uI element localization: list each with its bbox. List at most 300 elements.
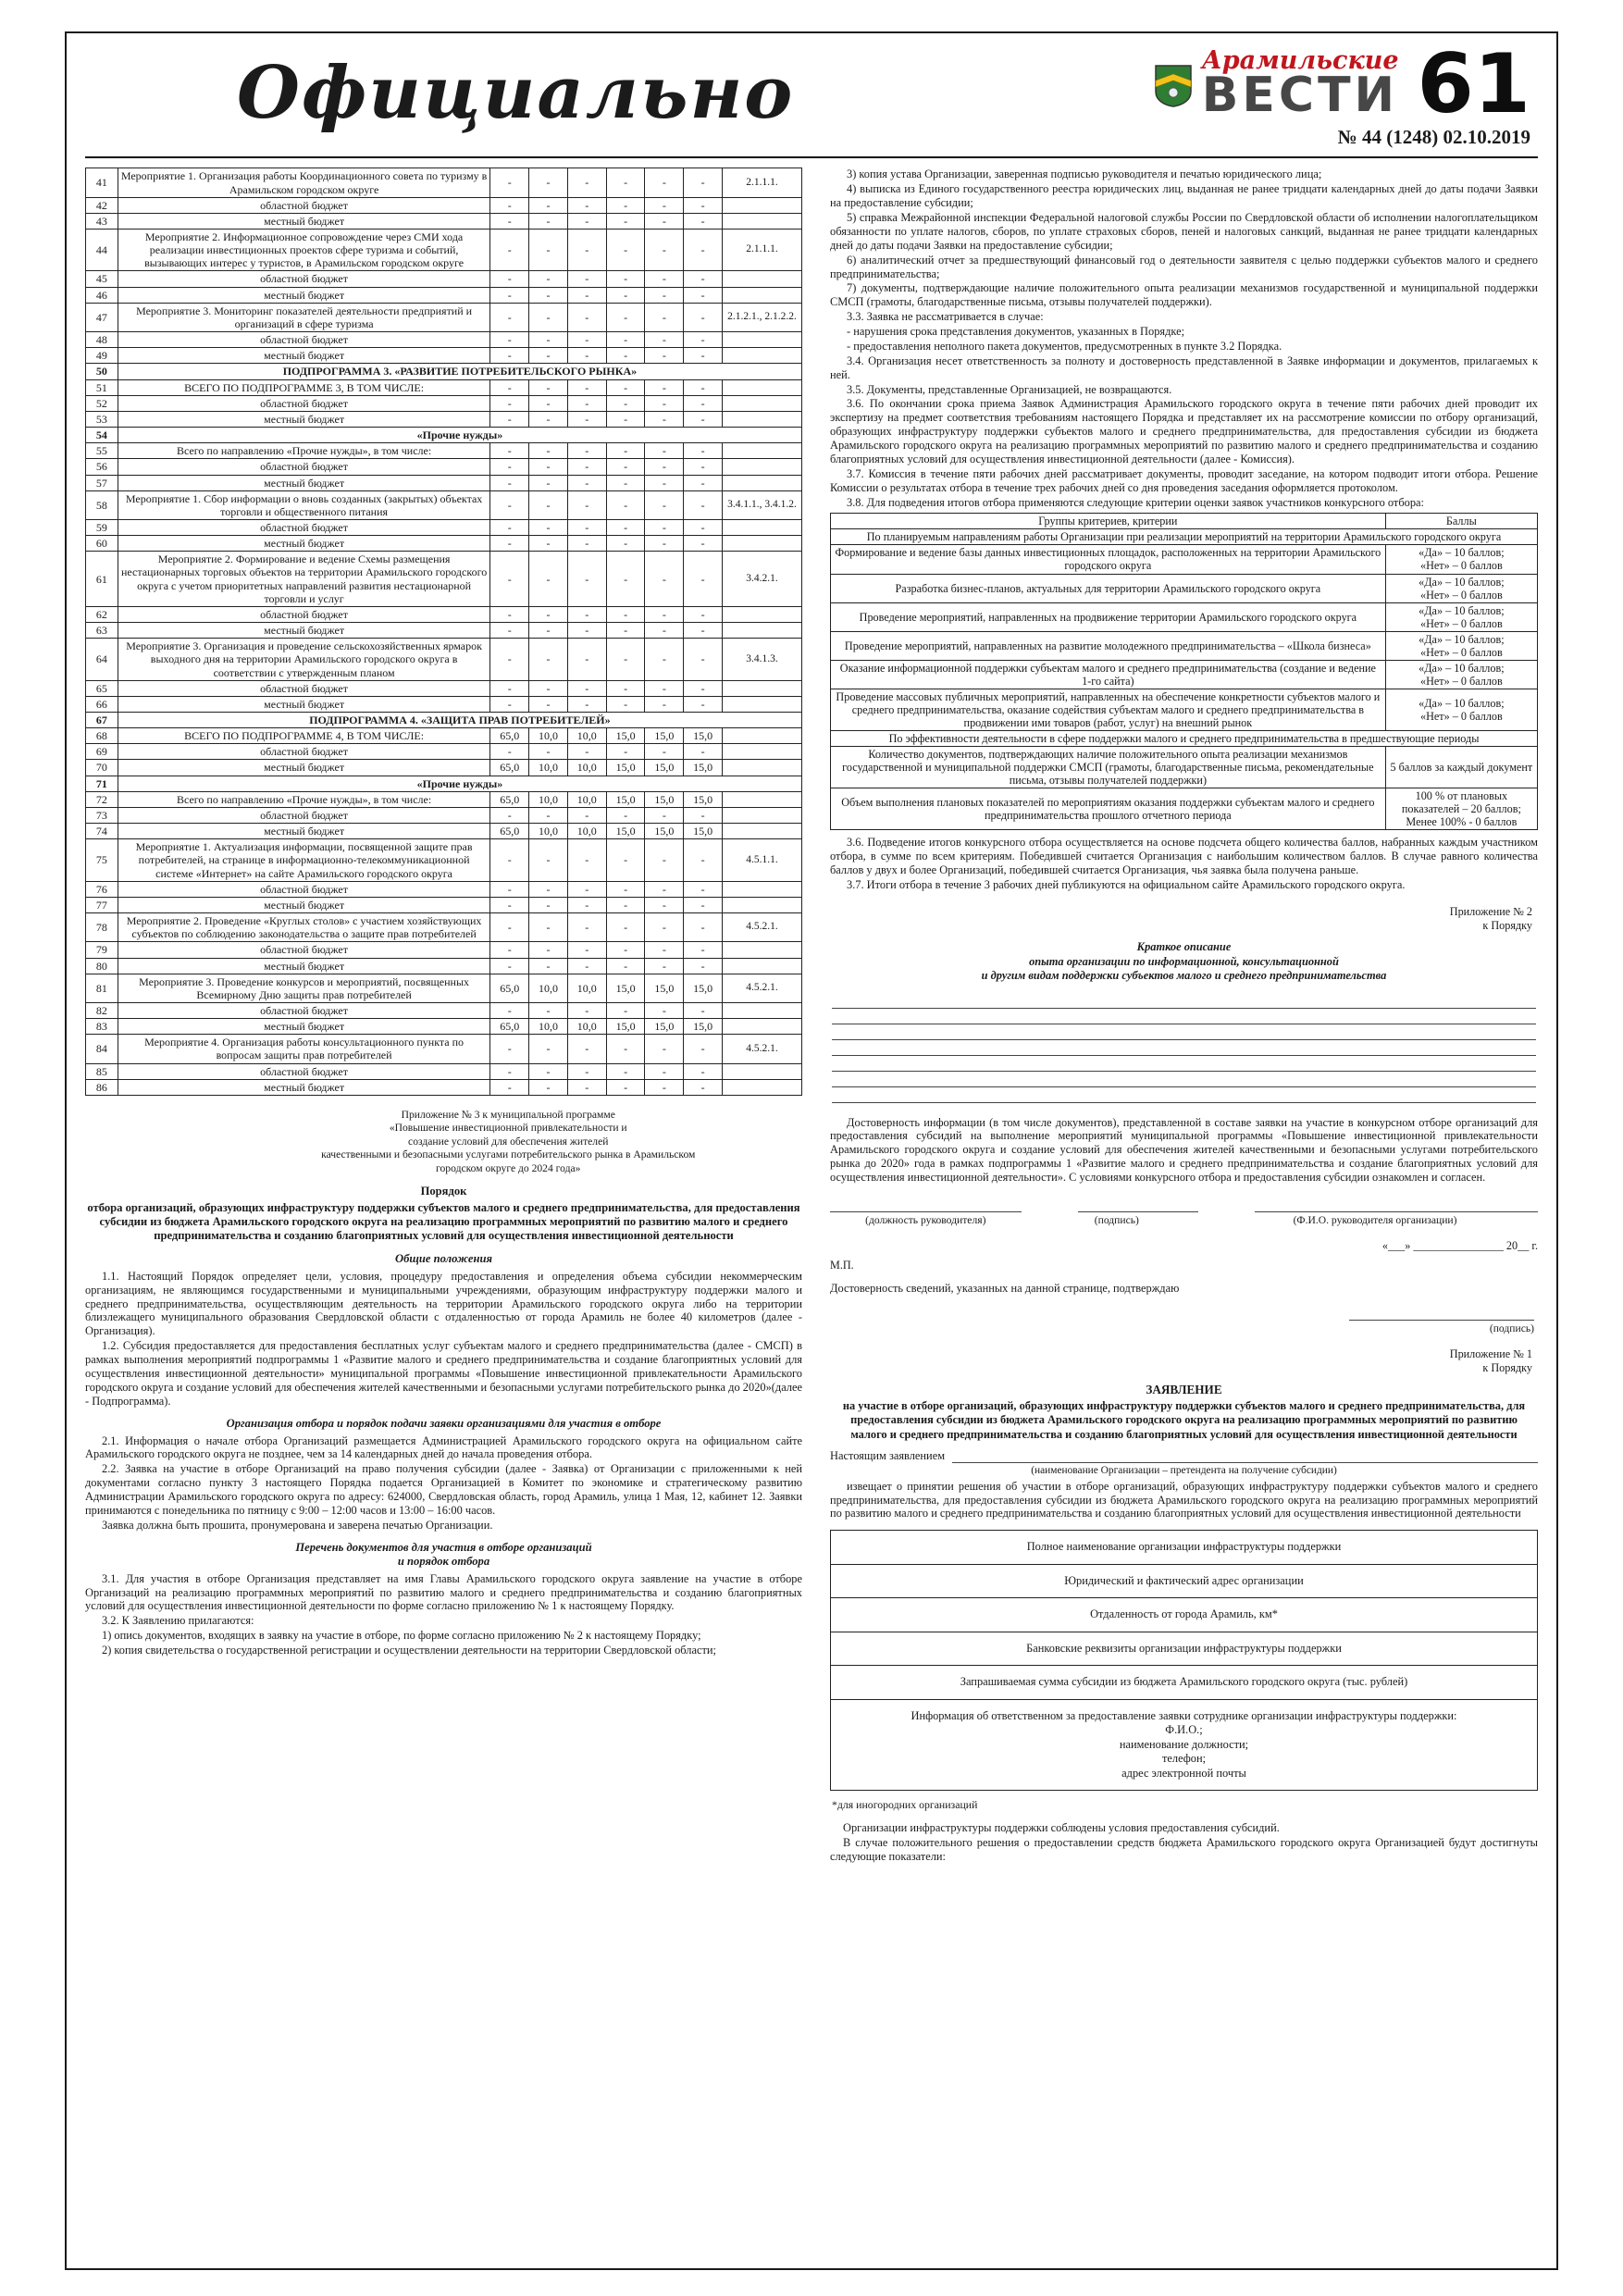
row-description: Мероприятие 2. Информационное сопровождение через СМИ хода реализации инвестиционных проектов сфере туризма и событий, вызывающих интерес у туристов, в Арамильском городском округе bbox=[118, 230, 490, 271]
value-cell: - bbox=[529, 519, 568, 535]
value-cell: - bbox=[645, 744, 684, 760]
table-row bbox=[86, 1002, 802, 1018]
value-cell: 65,0 bbox=[490, 974, 529, 1002]
value-cell: - bbox=[684, 606, 723, 622]
row-description: областной бюджет bbox=[118, 519, 490, 535]
value-cell: - bbox=[645, 287, 684, 303]
paragraph: 7) документы, подтверждающие наличие положительного опыта реализации механизмов государственной и муниципальной поддержки СМСП (грамоты, благодарственные письма, отзывы получателей поддержки). bbox=[830, 281, 1538, 309]
row-number: 55 bbox=[86, 443, 118, 459]
value-cell: - bbox=[645, 332, 684, 348]
value-cell: - bbox=[490, 807, 529, 823]
value-cell: 65,0 bbox=[490, 824, 529, 839]
criteria-header-criteria: Группы критериев, критерии bbox=[831, 514, 1386, 529]
criteria-score-cell: «Да» – 10 баллов; «Нет» – 0 баллов bbox=[1385, 545, 1537, 574]
form-field-label: Банковские реквизиты организации инфраструктуры поддержки bbox=[831, 1632, 1538, 1666]
value-cell: - bbox=[684, 443, 723, 459]
value-cell: - bbox=[606, 744, 645, 760]
code-cell: 3.4.1.1., 3.4.1.2. bbox=[723, 490, 802, 519]
signature-line bbox=[830, 1199, 1022, 1212]
value-cell: - bbox=[490, 475, 529, 490]
brief-title-line: опыта организации по информационной, консультационной bbox=[1029, 954, 1339, 968]
form-field-label: Запрашиваемая сумма субсидии из бюджета Арамильского городского округа (тыс. рублей) bbox=[831, 1666, 1538, 1700]
value-cell: - bbox=[684, 1002, 723, 1018]
value-cell: - bbox=[490, 490, 529, 519]
row-description: местный бюджет bbox=[118, 1079, 490, 1095]
code-cell bbox=[723, 475, 802, 490]
value-cell: - bbox=[645, 490, 684, 519]
fill-in-line bbox=[832, 1072, 1536, 1087]
value-cell: - bbox=[567, 213, 606, 229]
value-cell: - bbox=[645, 958, 684, 974]
value-cell: - bbox=[606, 475, 645, 490]
table-row bbox=[86, 197, 802, 213]
criteria-text-cell: Проведение массовых публичных мероприятий, направленных на обеспечение конкретности субъектов малого и среднего предпринимательства, оказание содействия субъектам малого и среднего предпринимательства в продвижении ими товаров (работ, услуг) на внешний рынок bbox=[831, 689, 1386, 730]
date-line: «___» ________________ 20__ г. bbox=[1381, 1238, 1538, 1252]
right-column bbox=[830, 168, 1538, 1865]
fill-in-lines bbox=[830, 993, 1538, 1103]
value-cell: - bbox=[529, 552, 568, 607]
row-description: Мероприятие 3. Мониторинг показателей деятельности предприятий и организаций в сфере туризма bbox=[118, 303, 490, 331]
value-cell: - bbox=[529, 168, 568, 197]
poryadok-title bbox=[85, 1185, 802, 1243]
criteria-row bbox=[831, 574, 1538, 602]
row-number: 58 bbox=[86, 490, 118, 519]
criteria-score-cell: 5 баллов за каждый документ bbox=[1385, 746, 1537, 788]
form-field-label: Отдаленность от города Арамиль, км* bbox=[831, 1598, 1538, 1632]
value-cell: 10,0 bbox=[529, 760, 568, 776]
signature-line bbox=[1078, 1199, 1198, 1212]
criteria-row bbox=[831, 602, 1538, 631]
code-cell bbox=[723, 213, 802, 229]
code-cell bbox=[723, 287, 802, 303]
table-row bbox=[86, 639, 802, 680]
value-cell: - bbox=[606, 332, 645, 348]
signature-caption: (подпись) bbox=[1489, 1322, 1534, 1334]
value-cell: - bbox=[567, 839, 606, 881]
paragraph: 3.3. Заявка не рассматривается в случае: bbox=[847, 310, 1044, 324]
value-cell: 10,0 bbox=[529, 974, 568, 1002]
row-number: 84 bbox=[86, 1035, 118, 1063]
row-number: 72 bbox=[86, 791, 118, 807]
value-cell: - bbox=[684, 230, 723, 271]
value-cell: - bbox=[529, 213, 568, 229]
value-cell: - bbox=[684, 913, 723, 942]
row-description: Мероприятие 1. Актуализация информации, посвященной защите прав потребителей, на странице в информационно-телекоммуникационной системе «Интернет» на сайте Арамильского городского округа bbox=[118, 839, 490, 881]
paragraph: 2) копия свидетельства о государственной регистрации и осуществлении деятельности на территории Свердловской области; bbox=[102, 1644, 716, 1657]
paragraph: 1) опись документов, входящих в заявку на участие в отборе, по форме согласно приложению № 2 к настоящему Порядку; bbox=[102, 1629, 701, 1643]
value-cell: - bbox=[567, 395, 606, 411]
value-cell: - bbox=[567, 623, 606, 639]
criteria-text-cell: Объем выполнения плановых показателей по мероприятиям оказания поддержки субъектам малого и среднего предпринимательства прошлого отчетного периода bbox=[831, 788, 1386, 829]
brief-description-title bbox=[830, 940, 1538, 984]
table-row bbox=[86, 1019, 802, 1035]
code-cell: 2.1.1.1. bbox=[723, 230, 802, 271]
code-cell bbox=[723, 379, 802, 395]
value-cell: 15,0 bbox=[645, 760, 684, 776]
value-cell: - bbox=[684, 475, 723, 490]
row-description: Всего по направлению «Прочие нужды», в том числе: bbox=[118, 791, 490, 807]
application-form-table bbox=[830, 1530, 1538, 1791]
statement-intro-caption: (наименование Организации – претендента на получение субсидии) bbox=[1031, 1464, 1337, 1476]
criteria-text-cell: Формирование и ведение базы данных инвестиционных площадок, расположенных на территории Арамильского городского округа bbox=[831, 545, 1386, 574]
value-cell: - bbox=[684, 168, 723, 197]
value-cell: - bbox=[567, 1035, 606, 1063]
content-columns bbox=[81, 168, 1542, 1865]
value-cell: - bbox=[684, 1035, 723, 1063]
code-cell bbox=[723, 744, 802, 760]
table-row bbox=[86, 519, 802, 535]
requirements-paragraphs bbox=[830, 168, 1538, 509]
value-cell: - bbox=[529, 230, 568, 271]
criteria-score-cell: «Да» – 10 баллов; «Нет» – 0 баллов bbox=[1385, 689, 1537, 730]
code-cell bbox=[723, 623, 802, 639]
table-row bbox=[86, 623, 802, 639]
code-cell bbox=[723, 443, 802, 459]
paragraph: 3.5. Документы, представленные Организацией, не возвращаются. bbox=[847, 382, 1172, 396]
value-cell: - bbox=[490, 287, 529, 303]
section-title: Официально bbox=[237, 51, 795, 135]
table-row bbox=[86, 680, 802, 696]
brief-title-line: и другим видам поддержки субъектов малого и среднего предпринимательства bbox=[981, 969, 1387, 983]
value-cell: - bbox=[684, 958, 723, 974]
row-description: местный бюджет bbox=[118, 213, 490, 229]
page-frame bbox=[65, 31, 1558, 2270]
table-row bbox=[86, 395, 802, 411]
row-number: 43 bbox=[86, 213, 118, 229]
code-cell bbox=[723, 791, 802, 807]
statement-subtitle: на участие в отборе организаций, образующих инфраструктуру поддержки субъектов малого и среднего предпринимательства, для предоставления субсидии из бюджета Арамильского городского округа на реализацию программных мероприятий по развитию малого и среднего предпринимательства и созданию благоприятных условий для осуществления инвестиционной деятельности bbox=[842, 1399, 1526, 1441]
row-description: местный бюджет bbox=[118, 1019, 490, 1035]
value-cell: - bbox=[606, 230, 645, 271]
appendix-reference-line: Приложение № 3 к муниципальной программе bbox=[401, 1108, 615, 1121]
table-row bbox=[86, 490, 802, 519]
value-cell: 10,0 bbox=[529, 728, 568, 744]
row-number: 54 bbox=[86, 428, 118, 443]
table-row bbox=[86, 303, 802, 331]
value-cell: - bbox=[684, 395, 723, 411]
issue-date: № 44 (1248) 02.10.2019 bbox=[1337, 126, 1530, 149]
row-description: областной бюджет bbox=[118, 680, 490, 696]
value-cell: - bbox=[606, 552, 645, 607]
value-cell: - bbox=[684, 1079, 723, 1095]
table-row bbox=[86, 776, 802, 791]
value-cell: - bbox=[490, 744, 529, 760]
signature-lines bbox=[830, 1199, 1538, 1212]
value-cell: - bbox=[684, 807, 723, 823]
code-cell bbox=[723, 1019, 802, 1035]
value-cell: - bbox=[529, 696, 568, 712]
row-description: областной бюджет bbox=[118, 1002, 490, 1018]
value-cell: - bbox=[645, 213, 684, 229]
code-cell bbox=[723, 942, 802, 958]
value-cell: - bbox=[684, 348, 723, 364]
form-row bbox=[831, 1632, 1538, 1666]
row-number: 82 bbox=[86, 1002, 118, 1018]
value-cell: - bbox=[490, 519, 529, 535]
appendix-1-sub: к Порядку bbox=[1482, 1361, 1532, 1375]
row-number: 79 bbox=[86, 942, 118, 958]
criteria-text-cell: Оказание информационной поддержки субъектам малого и среднего предпринимательства (создание и ведение 1-го сайта) bbox=[831, 660, 1386, 689]
value-cell: - bbox=[529, 348, 568, 364]
table-row bbox=[86, 287, 802, 303]
paragraph: 2.1. Информация о начале отбора Организаций размещается Администрацией Арамильского городского округа на официальном сайте Арамильского городского округа не позднее, чем за 14 календарных дней до начала проведения отбора. bbox=[85, 1433, 802, 1461]
code-cell bbox=[723, 411, 802, 427]
paragraph: 3.6. Подведение итогов конкурсного отбора осуществляется на основе подсчета общего количества баллов, набранных каждым участником отбора, в сумме по всем критериям. Победившей считается Организация с наибольшим количеством баллов. В случае равного количества баллов у двух и более Организаций, победившей считается Организация, чья заявка была получена раньше. bbox=[830, 836, 1538, 876]
value-cell: - bbox=[567, 680, 606, 696]
table-row bbox=[86, 839, 802, 881]
value-cell: - bbox=[606, 213, 645, 229]
value-cell: - bbox=[529, 197, 568, 213]
code-cell bbox=[723, 881, 802, 897]
value-cell: - bbox=[567, 1002, 606, 1018]
signature-line bbox=[1255, 1199, 1538, 1212]
criteria-group-cell: По планируемым направлениям работы Организации при реализации мероприятий на территории Арамильского городского округа bbox=[831, 529, 1538, 545]
row-number: 73 bbox=[86, 807, 118, 823]
value-cell: - bbox=[490, 1063, 529, 1079]
appendix-reference-line: городском округе до 2024 года» bbox=[436, 1161, 581, 1174]
table-row bbox=[86, 744, 802, 760]
value-cell: - bbox=[490, 348, 529, 364]
value-cell: - bbox=[645, 606, 684, 622]
value-cell: 15,0 bbox=[684, 760, 723, 776]
table-row bbox=[86, 728, 802, 744]
section-title-cell: ПОДПРОГРАММА 4. «ЗАЩИТА ПРАВ ПОТРЕБИТЕЛЕЙ» bbox=[118, 713, 801, 728]
section-title-cell: «Прочие нужды» bbox=[118, 428, 801, 443]
appendix-2-reference bbox=[830, 905, 1532, 934]
value-cell: - bbox=[567, 230, 606, 271]
row-description: местный бюджет bbox=[118, 623, 490, 639]
value-cell: - bbox=[606, 395, 645, 411]
brand-row bbox=[1154, 35, 1530, 131]
value-cell: - bbox=[606, 271, 645, 287]
statement-title: ЗАЯВЛЕНИЕ bbox=[1146, 1383, 1222, 1397]
value-cell: - bbox=[490, 639, 529, 680]
page-number: 61 bbox=[1417, 35, 1530, 131]
value-cell: - bbox=[529, 1002, 568, 1018]
value-cell: - bbox=[606, 490, 645, 519]
criteria-score-cell: «Да» – 10 баллов; «Нет» – 0 баллов bbox=[1385, 602, 1537, 631]
criteria-row bbox=[831, 730, 1538, 746]
criteria-row bbox=[831, 746, 1538, 788]
value-cell: - bbox=[567, 536, 606, 552]
value-cell: - bbox=[529, 1079, 568, 1095]
section-heading: Перечень документов для участия в отборе организаций и порядок отбора bbox=[295, 1540, 592, 1568]
row-number: 48 bbox=[86, 332, 118, 348]
row-description: местный бюджет bbox=[118, 897, 490, 912]
value-cell: - bbox=[529, 623, 568, 639]
table-row bbox=[86, 332, 802, 348]
value-cell: - bbox=[529, 271, 568, 287]
value-cell: - bbox=[645, 379, 684, 395]
value-cell: - bbox=[529, 606, 568, 622]
table-row bbox=[86, 807, 802, 823]
code-cell bbox=[723, 958, 802, 974]
value-cell: - bbox=[490, 230, 529, 271]
criteria-header-row bbox=[831, 514, 1538, 529]
value-cell: - bbox=[606, 942, 645, 958]
value-cell: - bbox=[567, 1063, 606, 1079]
value-cell: - bbox=[567, 552, 606, 607]
value-cell: - bbox=[645, 639, 684, 680]
code-cell: 3.4.2.1. bbox=[723, 552, 802, 607]
value-cell: - bbox=[684, 197, 723, 213]
code-cell: 2.1.2.1., 2.1.2.2. bbox=[723, 303, 802, 331]
value-cell: 10,0 bbox=[567, 974, 606, 1002]
value-cell: - bbox=[684, 332, 723, 348]
code-cell bbox=[723, 696, 802, 712]
value-cell: - bbox=[684, 213, 723, 229]
value-cell: 15,0 bbox=[606, 974, 645, 1002]
value-cell: - bbox=[684, 411, 723, 427]
row-number: 75 bbox=[86, 839, 118, 881]
paragraph: 3) копия устава Организации, заверенная подписью руководителя и печатью юридического лица; bbox=[847, 168, 1322, 181]
brief-title-line: Краткое описание bbox=[1136, 940, 1232, 954]
row-description: областной бюджет bbox=[118, 395, 490, 411]
paragraph: Заявка должна быть прошита, пронумерована и заверена печатью Организации. bbox=[102, 1518, 493, 1532]
form-row bbox=[831, 1598, 1538, 1632]
paragraph: Организации инфраструктуры поддержки соблюдены условия предоставления субсидий. bbox=[843, 1821, 1280, 1835]
signature-caption-name: (Ф.И.О. руководителя организации) bbox=[1293, 1213, 1457, 1226]
code-cell bbox=[723, 606, 802, 622]
value-cell: 10,0 bbox=[567, 760, 606, 776]
masthead bbox=[81, 35, 1542, 149]
value-cell: - bbox=[645, 303, 684, 331]
value-cell: 65,0 bbox=[490, 728, 529, 744]
value-cell: - bbox=[490, 680, 529, 696]
signature-right-block bbox=[830, 1309, 1534, 1334]
value-cell: - bbox=[606, 1035, 645, 1063]
form-row bbox=[831, 1564, 1538, 1598]
value-cell: - bbox=[567, 332, 606, 348]
row-description: Мероприятие 4. Организация работы консультационного пункта по вопросам защиты прав потребителей bbox=[118, 1035, 490, 1063]
row-number: 86 bbox=[86, 1079, 118, 1095]
results-paragraphs bbox=[830, 836, 1538, 892]
section-heading: Организация отбора и порядок подачи заявки организациями для участия в отборе bbox=[226, 1416, 662, 1430]
value-cell: - bbox=[606, 303, 645, 331]
value-cell: 10,0 bbox=[529, 824, 568, 839]
value-cell: - bbox=[490, 411, 529, 427]
value-cell: - bbox=[684, 271, 723, 287]
value-cell: - bbox=[490, 168, 529, 197]
value-cell: - bbox=[567, 443, 606, 459]
table-row bbox=[86, 459, 802, 475]
value-cell: - bbox=[490, 536, 529, 552]
signature-caption-position: (должность руководителя) bbox=[865, 1213, 986, 1226]
paragraph: 1.2. Субсидия предоставляется для предоставления бесплатных услуг субъектам малого и среднего предпринимательства (далее - СМСП) в рамках выполнения мероприятий подпрограммы 1 «Развитие малого и среднего предпринимательства и создание благоприятных условий для осуществления инвестиционной деятельности» муниципальной программы «Повышение инвестиционной привлекательности Арамильского городского округа и создание условий для обеспечения жителей качественными и безопасными услугами потребительского рынка до 2020»(далее - Подпрограмма). bbox=[85, 1339, 802, 1408]
value-cell: - bbox=[529, 639, 568, 680]
criteria-header-points: Баллы bbox=[1385, 514, 1537, 529]
value-cell: - bbox=[606, 639, 645, 680]
code-cell bbox=[723, 897, 802, 912]
table-row bbox=[86, 791, 802, 807]
value-cell: - bbox=[645, 1063, 684, 1079]
table-row bbox=[86, 168, 802, 197]
left-column bbox=[85, 168, 802, 1865]
row-number: 42 bbox=[86, 197, 118, 213]
value-cell: - bbox=[529, 475, 568, 490]
value-cell: - bbox=[645, 913, 684, 942]
value-cell: - bbox=[529, 395, 568, 411]
value-cell: - bbox=[490, 942, 529, 958]
value-cell: - bbox=[606, 606, 645, 622]
value-cell: 65,0 bbox=[490, 1019, 529, 1035]
value-cell: - bbox=[490, 332, 529, 348]
row-number: 64 bbox=[86, 639, 118, 680]
criteria-row bbox=[831, 631, 1538, 660]
value-cell: - bbox=[529, 881, 568, 897]
value-cell: - bbox=[529, 1063, 568, 1079]
poryadok-sections bbox=[85, 1252, 802, 1657]
appendix-2-sub: к Порядку bbox=[1482, 918, 1532, 932]
table-row bbox=[86, 696, 802, 712]
value-cell: - bbox=[684, 379, 723, 395]
table-row bbox=[86, 536, 802, 552]
code-cell bbox=[723, 332, 802, 348]
signature-captions bbox=[830, 1214, 1538, 1226]
value-cell: - bbox=[529, 303, 568, 331]
row-description: областной бюджет bbox=[118, 807, 490, 823]
value-cell: - bbox=[684, 287, 723, 303]
code-cell: 4.5.2.1. bbox=[723, 974, 802, 1002]
value-cell: - bbox=[645, 197, 684, 213]
table-row bbox=[86, 974, 802, 1002]
code-cell bbox=[723, 395, 802, 411]
criteria-row bbox=[831, 689, 1538, 730]
code-cell: 4.5.2.1. bbox=[723, 913, 802, 942]
value-cell: - bbox=[606, 881, 645, 897]
row-number: 77 bbox=[86, 897, 118, 912]
table-row bbox=[86, 824, 802, 839]
value-cell: - bbox=[606, 459, 645, 475]
value-cell: - bbox=[645, 459, 684, 475]
value-cell: - bbox=[606, 897, 645, 912]
value-cell: - bbox=[529, 1035, 568, 1063]
fill-in-line bbox=[832, 993, 1536, 1009]
value-cell: - bbox=[567, 897, 606, 912]
signature-line bbox=[1349, 1309, 1534, 1321]
value-cell: - bbox=[490, 839, 529, 881]
row-number: 53 bbox=[86, 411, 118, 427]
code-cell bbox=[723, 348, 802, 364]
value-cell: 65,0 bbox=[490, 760, 529, 776]
row-number: 66 bbox=[86, 696, 118, 712]
value-cell: - bbox=[684, 490, 723, 519]
row-description: областной бюджет bbox=[118, 942, 490, 958]
paragraph: - нарушения срока представления документов, указанных в Порядке; bbox=[847, 325, 1185, 339]
value-cell: - bbox=[684, 459, 723, 475]
row-description: областной бюджет bbox=[118, 1063, 490, 1079]
coat-of-arms-icon bbox=[1154, 64, 1193, 113]
value-cell: 15,0 bbox=[645, 1019, 684, 1035]
value-cell: - bbox=[684, 839, 723, 881]
row-description: областной бюджет bbox=[118, 459, 490, 475]
value-cell: - bbox=[606, 1079, 645, 1095]
paragraph: 3.7. Итоги отбора в течение 3 рабочих дней публикуются на официальном сайте Арамильского городского округа. bbox=[847, 877, 1406, 891]
paragraph: 3.2. К Заявлению прилагаются: bbox=[102, 1614, 254, 1628]
value-cell: - bbox=[645, 1035, 684, 1063]
value-cell: - bbox=[645, 623, 684, 639]
criteria-score-cell: 100 % от плановых показателей – 20 баллов; Менее 100% - 0 баллов bbox=[1385, 788, 1537, 829]
code-cell bbox=[723, 807, 802, 823]
value-cell: - bbox=[645, 1002, 684, 1018]
value-cell: - bbox=[684, 519, 723, 535]
value-cell: - bbox=[567, 696, 606, 712]
paragraph: 1.1. Настоящий Порядок определяет цели, условия, процедуру предоставления и определения объема субсидии некоммерческим организациям, не являющимся государственными и муниципальными учреждениями, образующим инфраструктуру поддержки малого и среднего предпринимательства, осуществляющим деятельность на территории Арамильского городского округа либо на территории близлежащего муниципального образования Свердловской области с отдаленностью от города Арамиль не более 40 километров (далее - Организация). bbox=[85, 1269, 802, 1338]
value-cell: - bbox=[567, 744, 606, 760]
signature-block bbox=[830, 1199, 1538, 1334]
value-cell: - bbox=[490, 958, 529, 974]
masthead-divider bbox=[85, 156, 1538, 158]
